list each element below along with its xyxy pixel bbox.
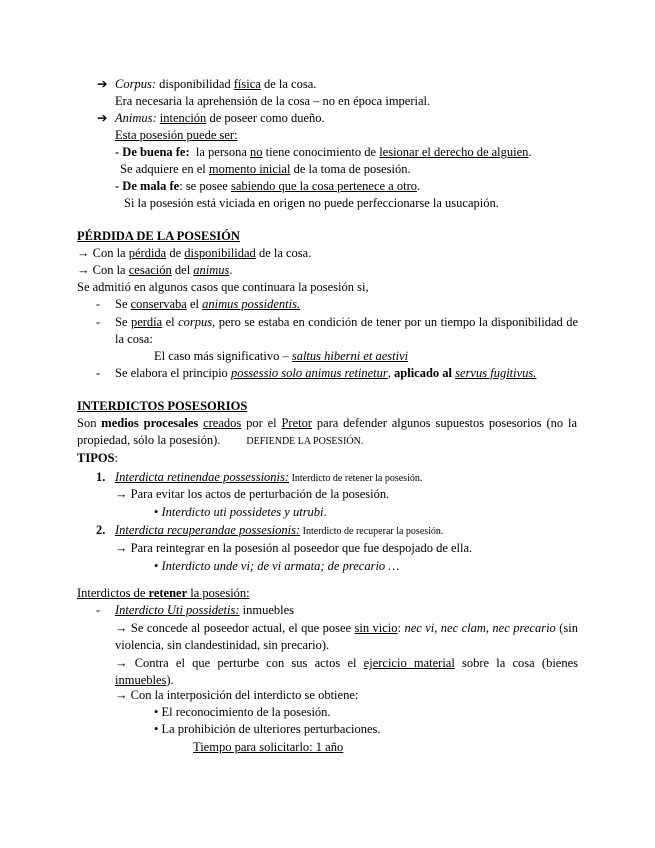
corpus-line: ➔ Corpus: disponibilidad física de la cosa. bbox=[97, 77, 317, 91]
tipo-2-number: 2. bbox=[96, 523, 106, 537]
tipo-1-number: 1. bbox=[96, 470, 106, 484]
perdida-bullet-2: Se perdía el corpus, pero se estaba en condición de tener por un tiempo la disponibilidad de la cosa: bbox=[115, 315, 579, 346]
retener-result-2: • La prohibición de ulteriores perturbaciones. bbox=[154, 722, 381, 736]
retener-tiempo: Tiempo para solicitarlo: 1 año bbox=[193, 740, 344, 754]
dash-bullet: - bbox=[96, 297, 101, 311]
tipo-1: Interdicta retinendae possessionis: Interdicto de retener la posesión. bbox=[115, 470, 423, 484]
animus-intro: Esta posesión puede ser: bbox=[115, 128, 238, 142]
retener-contra: → Contra el que perturbe con sus actos el ejercicio material sobre la cosa (bienes inmuebles). bbox=[115, 656, 579, 687]
perdida-title: PÉRDIDA DE LA POSESIÓN bbox=[77, 229, 240, 243]
tipo-2-example: • Interdicto unde vi; de vi armata; de precario … bbox=[154, 559, 400, 573]
retener-concede: → Se concede al poseedor actual, el que posee sin vicio: nec vi, nec clam, nec precario (sin violencia, sin clandestinidad, sin precario). bbox=[115, 621, 578, 652]
mala-fe-line: - De mala fe: se posee sabiendo que la cosa pertenece a otro. bbox=[115, 179, 421, 193]
tipo-1-example: • Interdicto uti possidetes y utrubi. bbox=[154, 505, 327, 519]
perdida-item-2: → Con la cesación del animus. bbox=[77, 263, 233, 277]
dash-bullet: - bbox=[96, 603, 101, 617]
arrow-bullet-icon: ➔ bbox=[97, 111, 108, 125]
interdictos-intro: Son medios procesales creados por el Pretor para defender algunos supuestos posesorios (no la propiedad, sólo la posesión). DEFIENDE LA POSESIÓN. bbox=[77, 416, 578, 447]
perdida-bullet-3: Se elabora el principio possessio solo animus retinetur, aplicado al servus fugitivus. bbox=[115, 366, 537, 380]
corpus-note: Era necesaria la aprehensión de la cosa – no en época imperial. bbox=[115, 94, 431, 108]
perdida-bullet-1: Se conservaba el animus possidentis. bbox=[115, 297, 301, 311]
dash-bullet: - bbox=[96, 366, 101, 380]
interdictos-title: INTERDICTOS POSESORIOS bbox=[77, 399, 248, 413]
tipo-2-purpose: → Para reintegrar en la posesión al poseedor que fue despojado de ella. bbox=[115, 541, 473, 555]
tipos-heading: TIPOS: bbox=[77, 451, 118, 465]
mala-fe-note: Si la posesión está viciada en origen no puede perfeccionarse la usucapión. bbox=[124, 196, 499, 210]
uti-possidetis: Interdicto Uti possidetis: inmuebles bbox=[115, 603, 295, 617]
perdida-admit: Se admitió en algunos casos que continuara la posesión si, bbox=[77, 280, 369, 294]
retener-interposicion: → Con la interposición del interdicto se obtiene: bbox=[115, 688, 359, 702]
tipo-1-purpose: → Para evitar los actos de perturbación de la posesión. bbox=[115, 487, 390, 501]
perdida-caso: El caso más significativo – saltus hiberni et aestivi bbox=[154, 349, 409, 363]
buena-fe-line: - De buena fe: la persona no tiene conocimiento de lesionar el derecho de alguien. bbox=[115, 145, 532, 159]
buena-fe-note: Se adquiere en el momento inicial de la toma de posesión. bbox=[120, 162, 411, 176]
retener-heading: Interdictos de retener la posesión: bbox=[77, 586, 250, 600]
tipo-2: Interdicta recuperandae possesionis: Interdicto de recuperar la posesión. bbox=[115, 523, 444, 537]
perdida-item-1: → Con la pérdida de disponibilidad de la cosa. bbox=[77, 246, 312, 260]
retener-result-1: • El reconocimiento de la posesión. bbox=[154, 705, 331, 719]
arrow-bullet-icon: ➔ bbox=[97, 77, 108, 91]
dash-bullet: - bbox=[96, 315, 101, 329]
animus-line: ➔ Animus: intención de poseer como dueño. bbox=[97, 111, 325, 125]
